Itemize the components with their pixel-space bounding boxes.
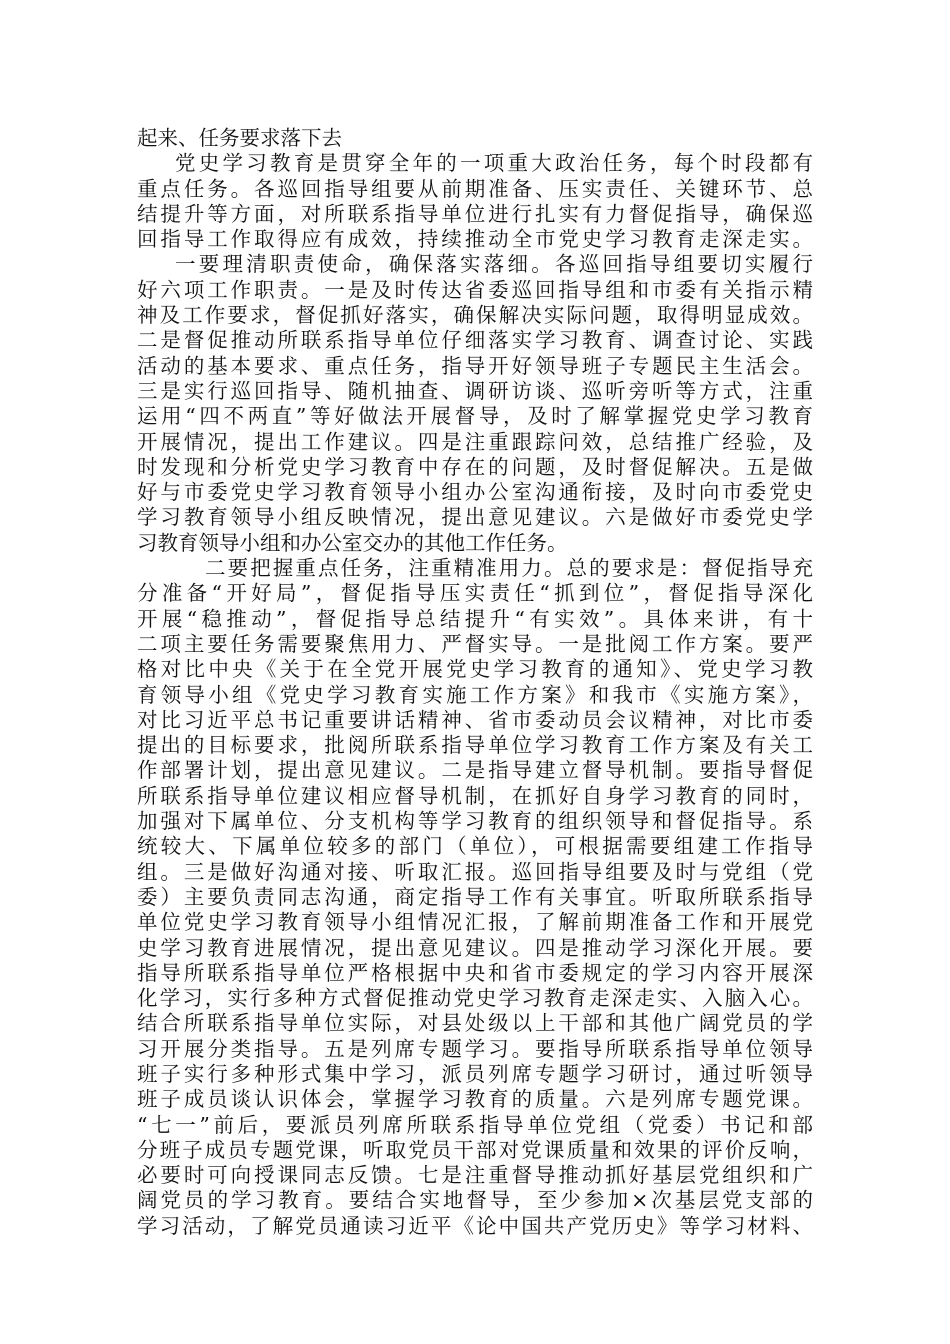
text-line: 好六项工作职责。一是及时传达省委巡回指导组和市委有关指示精 — [137, 277, 813, 302]
text-line: 所联系指导单位建议相应督导机制，在抓好自身学习教育的同时， — [137, 783, 813, 808]
text-line: 必要时可向授课同志反馈。七是注重督导推动抓好基层党组织和广 — [137, 1163, 813, 1188]
text-line: “七一”前后，要派员列席所联系指导单位党组（党委）书记和部 — [137, 1112, 813, 1137]
text-line: 单位党史学习教育领导小组情况汇报，了解前期准备工作和开展党 — [137, 910, 813, 935]
text-line: 格对比中央《关于在全党开展党史学习教育的通知》、党史学习教 — [137, 657, 813, 682]
text-line: 分班子成员专题党课，听取党员干部对党课质量和效果的评价反响， — [137, 1137, 813, 1162]
text-line: 分准备“开好局”，督促指导压实责任“抓到位”，督促指导深化 — [137, 581, 813, 606]
text-line: 结合所联系指导单位实际，对县处级以上干部和其他广阔党员的学 — [137, 1011, 813, 1036]
text-line: 二是督促推动所联系指导单位仔细落实学习教育、调查讨论、实践 — [137, 328, 813, 353]
text-line: 开展“稳推动”，督促指导总结提升“有实效”。具体来讲，有十 — [137, 606, 813, 631]
text-line: 班子实行多种形式集中学习，派员列席专题学习研讨，通过听领导 — [137, 1061, 813, 1086]
text-line: 对比习近平总书记重要讲话精神、省市委动员会议精神，对比市委 — [137, 707, 813, 732]
text-line: 班子成员谈认识体会，掌握学习教育的质量。六是列席专题党课。 — [137, 1087, 813, 1112]
text-line: 史学习教育进展情况，提出意见建议。四是推动学习深化开展。要 — [137, 935, 813, 960]
text-line: 重点任务。各巡回指导组要从前期准备、压实责任、关键环节、总 — [137, 176, 813, 201]
text-line: 时发现和分析党史学习教育中存在的问题，及时督促解决。五是做 — [137, 454, 813, 479]
text-line: 指导所联系指导单位严格根据中央和省市委规定的学习内容开展深 — [137, 960, 813, 985]
text-line: 三是实行巡回指导、随机抽查、调研访谈、巡听旁听等方式，注重 — [137, 378, 813, 403]
text-line: 习开展分类指导。五是列席专题学习。要指导所联系指导单位领导 — [137, 1036, 813, 1061]
text-line: 提出的目标要求，批阅所联系指导单位学习教育工作方案及有关工 — [137, 733, 813, 758]
text-line: 育领导小组《党史学习教育实施工作方案》和我市《实施方案》， — [137, 682, 813, 707]
text-line: 二项主要任务需要聚焦用力、严督实导。一是批阅工作方案。要严 — [137, 631, 813, 656]
paragraph-first-line: 一要理清职责使命，确保落实落细。各巡回指导组要切实履行 — [175, 252, 813, 277]
text-line: 阔党员的学习教育。要结合实地督导，至少参加×次基层党支部的 — [137, 1188, 813, 1213]
text-line: 好与市委党史学习教育领导小组办公室沟通衔接，及时向市委党史 — [137, 480, 813, 505]
text-line: 运用“四不两直”等好做法开展督导，及时了解掌握党史学习教育 — [137, 404, 813, 429]
text-line: 委）主要负责同志沟通，商定指导工作有关事宜。听取所联系指导 — [137, 884, 813, 909]
text-line: 回指导工作取得应有成效，持续推动全市党史学习教育走深走实。 — [137, 227, 813, 252]
text-line: 结提升等方面，对所联系指导单位进行扎实有力督促指导，确保巡 — [137, 201, 813, 226]
document-body — [137, 126, 813, 1239]
text-line: 开展情况，提出工作建议。四是注重跟踪问效，总结推广经验，及 — [137, 429, 813, 454]
text-line: 化学习，实行多种方式督促推动党史学习教育走深走实、入脑入心。 — [137, 986, 813, 1011]
text-line: 统较大、下属单位较多的部门（单位），可根据需要组建工作指导 — [137, 834, 813, 859]
text-line: 组。三是做好沟通对接、听取汇报。巡回指导组要及时与党组（党 — [137, 859, 813, 884]
paragraph-first-line: 党史学习教育是贯穿全年的一项重大政治任务，每个时段都有 — [175, 151, 813, 176]
text-line: 神及工作要求，督促抓好落实，确保解决实际问题，取得明显成效。 — [137, 303, 813, 328]
text-line: 学习教育领导小组反映情况，提出意见建议。六是做好市委党史学 — [137, 505, 813, 530]
text-line: 习教育领导小组和办公室交办的其他工作任务。 — [137, 530, 568, 555]
text-line: 学习活动，了解党员通读习近平《论中国共产党历史》等学习材料、 — [137, 1213, 813, 1238]
paragraph-first-line: 二要把握重点任务，注重精准用力。总的要求是：督促指导充 — [205, 556, 813, 581]
text-line: 活动的基本要求、重点任务，指导开好领导班子专题民主生活会。 — [137, 353, 813, 378]
text-line: 作部署计划，提出意见建议。二是指导建立督导机制。要指导督促 — [137, 758, 813, 783]
text-line: 起来、任务要求落下去 — [137, 126, 342, 150]
text-line: 加强对下属单位、分支机构等学习教育的组织领导和督促指导。系 — [137, 809, 813, 834]
